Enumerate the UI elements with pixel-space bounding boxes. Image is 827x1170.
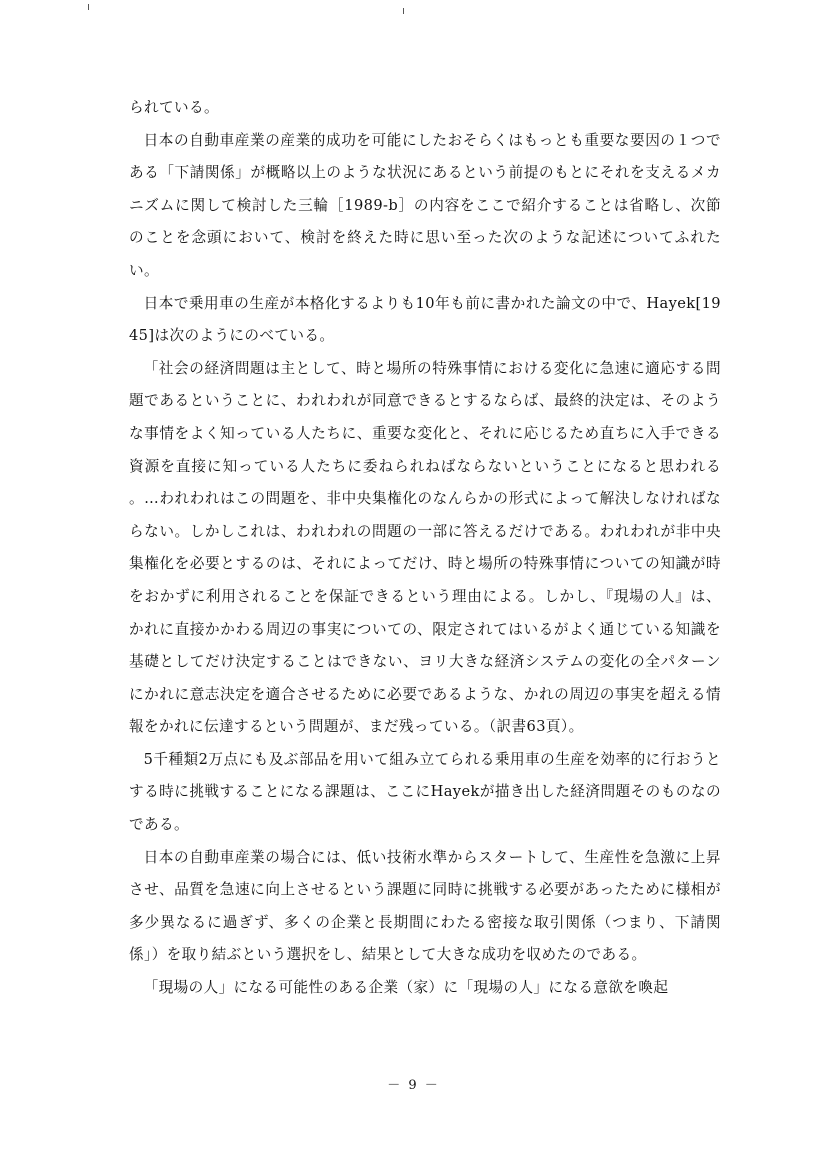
paragraph: 日本の自動車産業の産業的成功を可能にしたおそらくはもっとも重要な要因の１つである「下請関係」が概略以上のような状況にあるという前提のもとにそれを支えるメカニズムに関して検討した三輪［1989-b］の内容をここで紹介することは省略し、次節のことを念頭において、検討を終えた時に思い至った次のような記述についてふれたい。 [129,131,721,279]
quotation-paragraph: 「社会の経済問題は主として、時と場所の特殊事情における変化に急速に適応する問題であるということに、われわれが同意できるとするならば、最終的決定は、そのような事情をよく知っている人たちに、重要な変化と、それに応じるため直ちに入手できる資源を直接に知っている人たちに委ねられねばならないということになると思われる 。…われわれはこの問題を、非中央集権化のなんらかの形式によって解決しなければならない。しかしこれは、われわれの問題の一部に答えるだけである。われわれが非中央集権化を必要とするのは、それによってだけ、時と場所の特殊事情についての知識が時をおかずに利用されることを保証できるという理由による。しかし、『現場の人』は、かれに直接かかわる周辺の事実についての、限定されてはいるがよく通じている知識を基礎としてだけ決定することはできない、ヨリ大きな経済システムの変化の全パターンにかれに意志決定を適合させるために必要であるような、かれの周辺の事実を超える情報をかれに伝達するという問題が、まだ残っている。（訳書63頁）。 [129,359,721,736]
paragraph: 「現場の人」になる可能性のある企業（家）に「現場の人」になる意欲を喚起 [143,979,669,997]
page-number: － 9 － [387,1078,440,1093]
scan-mark [403,8,404,14]
paragraph: 日本の自動車産業の場合には、低い技術水準からスタートして、生産性を急激に上昇させ、品質を急速に向上させるという課題に同時に挑戦する必要があったために様相が多少異なるに過ぎず、多くの企業と長期間にわたる密接な取引関係（つまり、下請関係」）を取り結ぶという選択をし、結果として大きな成功を収めたのである。 [129,848,721,964]
scan-mark [88,4,89,10]
paragraph: られている。 [129,99,219,116]
paragraph: 日本で乗用車の生産が本格化するよりも10年も前に書かれた論文の中で、Hayek[1945]は次のようにのべている。 [129,294,721,345]
body-text [129,92,721,1005]
paragraph: 5千種類2万点にも及ぶ部品を用いて組み立てられる乗用車の生産を効率的に行おうとする時に挑戦することになる課題は、ここにHayekが描き出した経済問題そのものなのである。 [129,750,721,834]
